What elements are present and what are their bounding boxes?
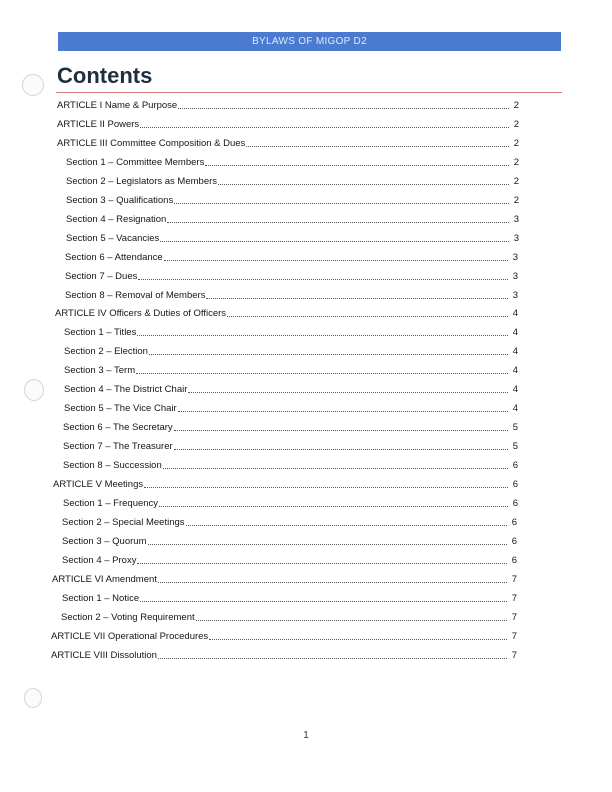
toc-dot-leader — [167, 222, 509, 223]
toc-entry-label: Section 2 – Legislators as Members — [66, 175, 218, 187]
toc-entry-page: 3 — [512, 270, 518, 282]
toc-dot-leader — [136, 373, 508, 374]
toc-dot-leader — [137, 563, 507, 564]
toc-entry-label: Section 8 – Succession — [63, 460, 162, 472]
toc-dot-leader — [227, 316, 508, 317]
toc-entry-label: Section 1 – Committee Members — [66, 156, 205, 168]
toc-dot-leader — [148, 544, 508, 545]
toc-entry-label: ARTICLE VIII Dissolution — [51, 649, 157, 661]
toc-entry-label: Section 7 – The Treasurer — [63, 441, 173, 453]
toc-entry-page: 7 — [511, 649, 517, 661]
toc-entry-label: Section 1 – Notice — [62, 592, 140, 604]
title-divider — [56, 92, 562, 93]
toc-dot-leader — [163, 468, 508, 469]
toc-entry[interactable] — [63, 418, 518, 434]
toc-entry-page: 2 — [513, 175, 519, 187]
toc-entry-page: 6 — [511, 516, 517, 528]
toc-entry[interactable] — [66, 210, 519, 226]
page-number: 1 — [303, 730, 309, 741]
toc-entry-page: 6 — [511, 554, 517, 566]
punch-hole-middle — [24, 379, 44, 401]
toc-dot-leader — [158, 658, 507, 659]
header-text: BYLAWS OF MIGOP D2 — [252, 36, 367, 47]
toc-entry-label: Section 3 – Term — [64, 365, 136, 377]
toc-entry-page: 3 — [513, 213, 519, 225]
toc-entry-label: Section 1 – Frequency — [63, 497, 159, 509]
toc-entry-label: ARTICLE II Powers — [57, 118, 140, 130]
toc-dot-leader — [178, 108, 509, 109]
toc-dot-leader — [140, 601, 507, 602]
toc-entry[interactable] — [55, 304, 518, 320]
toc-entry-page: 7 — [511, 611, 517, 623]
toc-entry-page: 4 — [512, 384, 518, 396]
toc-entry[interactable] — [66, 153, 519, 169]
toc-entry-page: 7 — [511, 573, 517, 585]
toc-entry-page: 4 — [512, 365, 518, 377]
toc-dot-leader — [159, 506, 508, 507]
toc-entry[interactable] — [52, 570, 517, 586]
toc-dot-leader — [158, 582, 507, 583]
toc-entry-page: 7 — [511, 592, 517, 604]
toc-dot-leader — [137, 335, 508, 336]
toc-dot-leader — [174, 449, 508, 450]
toc-entry-label: Section 2 – Voting Requirement — [61, 611, 195, 623]
toc-entry-label: Section 6 – Attendance — [65, 251, 163, 263]
toc-entry[interactable] — [51, 627, 517, 643]
toc-entry-page: 3 — [512, 251, 518, 263]
toc-entry-label: Section 2 – Election — [64, 346, 148, 358]
toc-entry-page: 2 — [513, 137, 519, 149]
toc-entry-label: Section 2 – Special Meetings — [62, 516, 185, 528]
toc-entry-label: ARTICLE III Committee Composition & Dues — [57, 137, 246, 149]
toc-entry-page: 2 — [513, 194, 519, 206]
toc-entry[interactable] — [64, 361, 518, 377]
toc-dot-leader — [149, 354, 508, 355]
toc-entry[interactable] — [62, 589, 517, 605]
toc-entry[interactable] — [62, 513, 517, 529]
toc-entry[interactable] — [63, 456, 518, 472]
toc-entry-label: Section 7 – Dues — [65, 270, 138, 282]
toc-entry-page: 6 — [512, 497, 518, 509]
toc-entry[interactable] — [64, 342, 518, 358]
toc-entry-page: 6 — [512, 479, 518, 490]
toc-dot-leader — [246, 146, 509, 147]
toc-entry[interactable] — [62, 551, 517, 567]
toc-dot-leader — [205, 165, 509, 166]
toc-entry-label: Section 5 – Vacancies — [66, 232, 160, 244]
toc-entry-label: Section 5 – The Vice Chair — [64, 403, 177, 415]
toc-dot-leader — [209, 639, 507, 640]
toc-entry[interactable] — [57, 115, 519, 131]
toc-entry-page: 4 — [512, 327, 518, 339]
toc-entry-page: 4 — [512, 346, 518, 358]
toc-entry[interactable] — [65, 286, 518, 302]
toc-entry-label: Section 1 – Titles — [64, 327, 137, 339]
toc-entry[interactable] — [62, 532, 517, 548]
punch-hole-top — [22, 74, 44, 96]
toc-entry-page: 2 — [513, 100, 519, 111]
toc-dot-leader — [164, 260, 508, 261]
toc-dot-leader — [160, 241, 509, 242]
toc-entry[interactable] — [65, 248, 518, 264]
page-title: Contents — [57, 63, 153, 88]
toc-dot-leader — [174, 430, 508, 431]
toc-entry-page: 6 — [511, 535, 517, 547]
toc-dot-leader — [138, 279, 508, 280]
toc-entry[interactable] — [61, 608, 517, 624]
toc-dot-leader — [174, 203, 509, 204]
toc-dot-leader — [186, 525, 507, 526]
toc-dot-leader — [140, 127, 509, 128]
toc-dot-leader — [144, 487, 508, 488]
toc-entry-label: ARTICLE VI Amendment — [52, 573, 157, 585]
toc-entry-label: Section 8 – Removal of Members — [65, 289, 206, 301]
toc-entry-label: Section 6 – The Secretary — [63, 422, 173, 434]
toc-entry-page: 2 — [513, 118, 519, 130]
toc-dot-leader — [188, 392, 508, 393]
toc-dot-leader — [196, 620, 507, 621]
toc-entry[interactable] — [66, 229, 519, 245]
toc-entry[interactable] — [51, 646, 517, 662]
toc-entry-page: 4 — [512, 308, 518, 320]
toc-dot-leader — [178, 411, 508, 412]
toc-entry-label: ARTICLE V Meetings — [53, 479, 144, 490]
header-bar — [58, 32, 561, 51]
toc-entry-page: 6 — [512, 460, 518, 472]
toc-entry-page: 3 — [512, 289, 518, 301]
toc-entry[interactable] — [65, 267, 518, 283]
toc-entry-label: ARTICLE VII Operational Procedures — [51, 630, 209, 642]
toc-entry-label: Section 4 – Proxy — [62, 554, 137, 566]
toc-entry-page: 7 — [511, 630, 517, 642]
toc-entry-label: Section 3 – Quorum — [62, 535, 147, 547]
toc-entry-page: 5 — [512, 441, 518, 453]
toc-dot-leader — [218, 184, 509, 185]
toc-entry-page: 5 — [512, 422, 518, 434]
toc-entry[interactable] — [64, 399, 518, 415]
toc-entry-label: ARTICLE I Name & Purpose — [57, 100, 178, 111]
toc-entry[interactable] — [53, 475, 518, 491]
toc-entry-page: 4 — [512, 403, 518, 415]
toc-entry-page: 2 — [513, 156, 519, 168]
toc-entry[interactable] — [64, 323, 518, 339]
punch-hole-bottom — [24, 688, 42, 708]
toc-entry[interactable] — [63, 494, 518, 510]
toc-entry-label: Section 4 – The District Chair — [64, 384, 188, 396]
toc-entry[interactable] — [66, 191, 519, 207]
toc-dot-leader — [206, 298, 508, 299]
toc-entry-label: ARTICLE IV Officers & Duties of Officers — [55, 308, 227, 320]
toc-entry[interactable] — [57, 96, 519, 112]
toc-entry-page: 3 — [513, 232, 519, 244]
toc-entry-label: Section 3 – Qualifications — [66, 194, 174, 206]
toc-entry[interactable] — [66, 172, 519, 188]
toc-entry-label: Section 4 – Resignation — [66, 213, 167, 225]
toc-entry[interactable] — [63, 437, 518, 453]
toc-entry[interactable] — [57, 134, 519, 150]
toc-entry[interactable] — [64, 380, 518, 396]
